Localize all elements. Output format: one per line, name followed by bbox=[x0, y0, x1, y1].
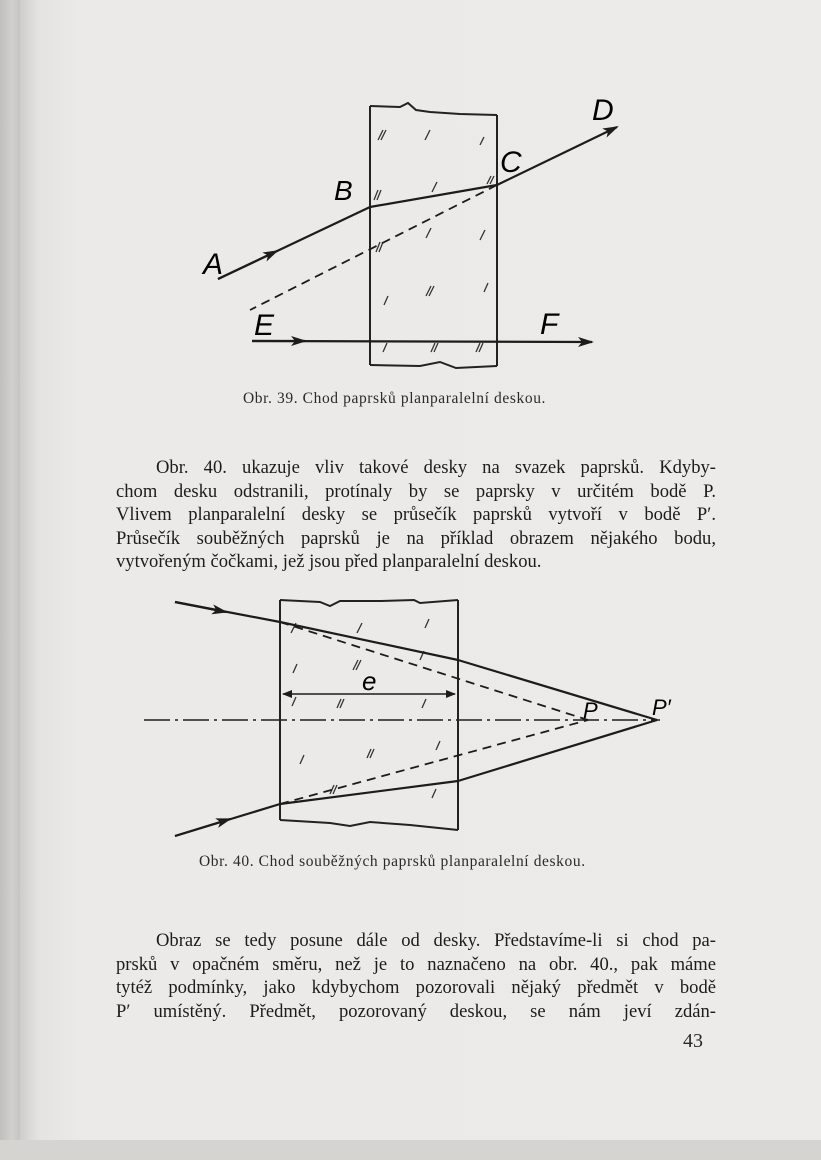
paragraph-1 bbox=[116, 456, 716, 574]
label-f: F bbox=[540, 308, 559, 341]
page-bottom-edge bbox=[0, 1140, 821, 1160]
figure-40-diagram bbox=[0, 580, 821, 850]
glass-plate bbox=[280, 600, 458, 830]
upper-ray-inside bbox=[280, 622, 458, 660]
paragraph-2-line: prsků v opačném směru, než je to naznačeno na obr. 40., pak máme bbox=[116, 953, 716, 975]
figure-39-diagram bbox=[0, 0, 821, 400]
label-a: A bbox=[203, 248, 224, 281]
figure-39-caption: Obr. 39. Chod paprsků planparalelní deskou. bbox=[243, 390, 547, 407]
paragraph-2 bbox=[116, 929, 716, 1023]
glass-hatching bbox=[374, 130, 494, 352]
figure-40-caption: Obr. 40. Chod souběžných paprsků planparalelní deskou. bbox=[199, 853, 586, 870]
label-p-prime: P′ bbox=[652, 695, 671, 720]
label-e: e bbox=[362, 666, 377, 696]
upper-ray-dashed bbox=[280, 622, 588, 720]
paragraph-1-line: vytvořeným čočkami, jež jsou před planparalelní deskou. bbox=[116, 551, 542, 573]
paragraph-1-line: Vlivem planparalelní desky se průsečík paprsků vytvoří v bodě P′. bbox=[116, 504, 716, 526]
upper-ray-arrow bbox=[175, 602, 226, 612]
page-number: 43 bbox=[683, 1030, 703, 1052]
lower-ray-dashed bbox=[280, 720, 588, 804]
ray-a-arrow bbox=[218, 251, 277, 279]
paragraph-2-line: tytéž podmínky, jako kdybychom pozorovali nějaký předmět v bodě bbox=[116, 977, 716, 999]
paragraph-1-line: chom desku odstranili, protínaly by se paprsky v určitém bodě P. bbox=[116, 480, 716, 502]
paragraph-2-line: Obraz se tedy posune dále od desky. Představíme-li si chod pa- bbox=[156, 930, 716, 951]
paragraph-2-line: P′ umístěný. Předmět, pozorovaný deskou, se nám jeví zdán- bbox=[116, 1000, 716, 1022]
lower-ray-inside bbox=[280, 781, 458, 804]
lower-ray-arrow bbox=[175, 819, 230, 836]
glass-plate bbox=[370, 103, 497, 368]
paragraph-1-line: Průsečík souběžných paprsků je na příklad obrazem nějakého bodu, bbox=[116, 527, 716, 549]
label-e: E bbox=[254, 309, 275, 342]
glass-hatching bbox=[291, 619, 440, 798]
paragraph-1-line: Obr. 40. ukazuje vliv takové desky na svazek paprsků. Kdyby- bbox=[156, 457, 716, 478]
label-c: C bbox=[500, 146, 522, 179]
label-d: D bbox=[592, 94, 614, 127]
label-p: P bbox=[583, 698, 598, 723]
label-b: B bbox=[334, 175, 353, 206]
